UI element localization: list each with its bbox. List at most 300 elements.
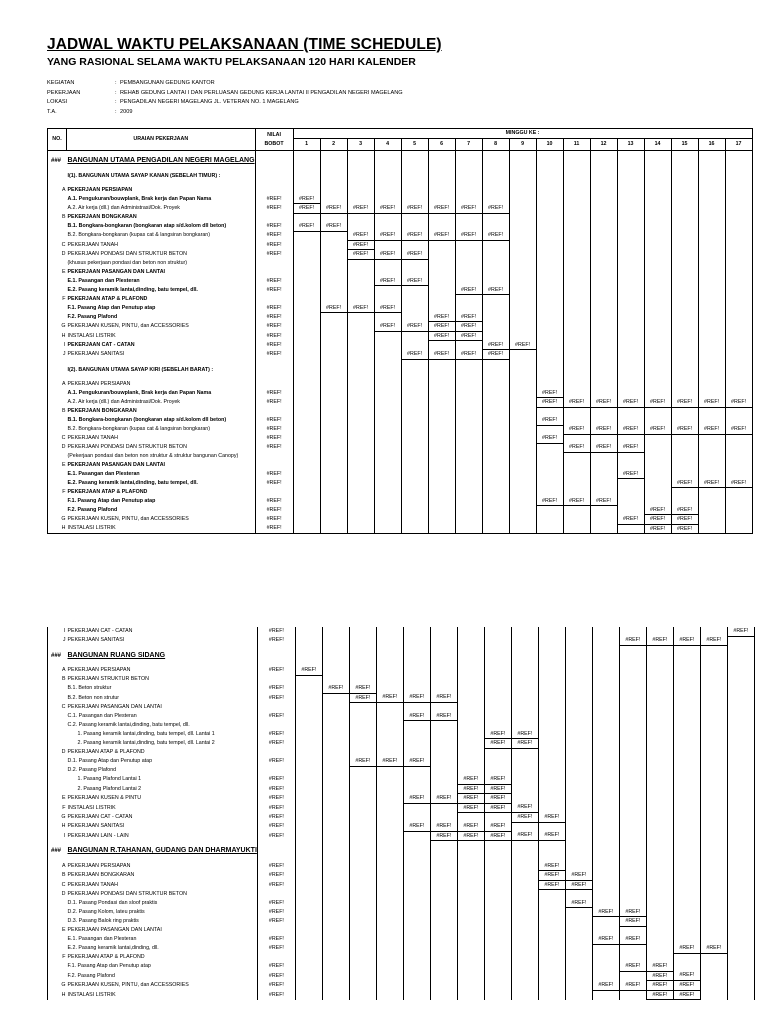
week-cell [617,313,644,322]
week-cell [619,775,646,784]
week-cell [698,443,725,452]
week-cell [455,515,482,525]
week-cell: #REF! [428,313,455,322]
week-cell [673,831,700,841]
week-cell [725,366,752,375]
item-bobot [257,675,295,684]
week-cell [563,470,590,479]
week-cell [644,204,671,214]
week-cell [347,213,374,222]
week-cell [509,479,536,488]
week-cell [700,990,727,1000]
week-cell [536,195,563,204]
week-cell [565,981,592,991]
week-cell [538,684,565,693]
item-bobot: #REF! [257,917,295,927]
item-bobot: #REF! [257,871,295,881]
week-cell [374,350,401,360]
week-cell [590,380,617,389]
week-cell [644,350,671,360]
item-number: D [48,890,67,899]
week-cell [563,479,590,488]
week-cell [320,506,347,515]
item-description: INSTALASI LISTRIK [67,524,256,534]
week-cell [673,953,700,962]
week-cell: #REF! [428,331,455,341]
week-cell [590,186,617,195]
week-cell [455,497,482,506]
week-cell [727,944,754,953]
item-number [48,784,67,794]
week-cell [563,304,590,313]
item-number [48,389,67,398]
week-cell [617,195,644,204]
week-cell [430,813,457,823]
week-cell [482,268,509,277]
week-cell [727,794,754,804]
week-cell [727,803,754,813]
week-cell [430,899,457,908]
item-description: D.2. Pasang Kolom, lateu praktis [67,908,258,917]
week-cell [293,313,320,322]
week-cell [293,488,320,497]
week-cell: #REF! [698,425,725,434]
week-cell [347,398,374,408]
week-cell [457,675,484,684]
week-cell [511,627,538,636]
item-bobot: #REF! [255,341,293,350]
week-cell [320,398,347,408]
week-cell [619,784,646,794]
week-cell [403,684,430,693]
week-cell [671,213,698,222]
table-row [48,425,753,434]
week-cell: #REF! [403,822,430,831]
week-cell [509,213,536,222]
week-cell [590,277,617,286]
page-title: JADWAL WAKTU PELAKSANAAN (TIME SCHEDULE) [47,36,442,53]
week-cell [482,425,509,434]
week-cell [511,962,538,971]
week-cell [295,926,322,935]
item-bobot: #REF! [255,195,293,204]
week-cell [644,172,671,181]
week-cell [428,380,455,389]
week-cell [457,971,484,981]
week-cell [509,389,536,398]
week-cell [536,259,563,268]
week-cell [725,157,752,166]
week-cell [295,627,322,636]
week-cell [509,157,536,166]
week-cell [482,380,509,389]
week-cell [725,407,752,416]
week-cell [725,524,752,534]
week-cell [484,944,511,953]
week-cell [617,416,644,425]
week-cell [698,313,725,322]
week-cell [482,157,509,166]
item-description: INSTALASI LISTRIK [67,990,258,1000]
week-cell [349,908,376,917]
week-cell [619,899,646,908]
week-cell [322,748,349,757]
week-cell: #REF! [428,231,455,240]
week-cell [509,350,536,360]
week-cell [322,636,349,645]
week-cell [320,259,347,268]
week-cell [509,286,536,295]
week-cell: #REF! [563,497,590,506]
week-cell [538,803,565,813]
week-cell: #REF! [619,935,646,944]
week-cell: #REF! [673,990,700,1000]
week-cell [725,416,752,425]
week-cell [646,666,673,675]
week-cell [293,389,320,398]
week-cell [646,871,673,881]
week-cell [374,515,401,525]
week-cell [511,666,538,675]
info-label: PEKERJAAN [47,89,81,96]
item-description: E.1. Pasangan dan Plesteran [67,277,256,286]
week-cell [457,757,484,766]
week-cell [617,259,644,268]
item-description: A.1. Pengukuran/bouwplank, Brak kerja dan Papan Nama [67,389,256,398]
week-cell [482,313,509,322]
week-cell [347,313,374,322]
item-description: PEKERJAAN PONDASI DAN STRUKTUR BETON [67,250,256,260]
week-cell [320,250,347,260]
week-cell [592,880,619,890]
week-cell [320,195,347,204]
item-description: PEKERJAAN PASANGAN DAN LANTAI [67,926,258,935]
week-cell [590,341,617,350]
week-cell [725,350,752,360]
week-cell [617,380,644,389]
week-cell [295,813,322,823]
week-cell [673,721,700,730]
week-cell [725,295,752,304]
column-header-nilai-bobot [255,129,293,151]
week-cell [563,186,590,195]
week-cell [592,739,619,749]
week-cell [538,908,565,917]
week-cell [484,666,511,675]
week-cell: #REF! [374,250,401,260]
week-cell [725,322,752,332]
week-cell [644,341,671,350]
week-cell [725,204,752,214]
item-number: E [48,268,67,277]
week-cell: #REF! [484,784,511,794]
week-cell [592,917,619,927]
week-cell [509,172,536,181]
week-cell [698,286,725,295]
week-cell [293,295,320,304]
week-cell [349,813,376,823]
week-cell [349,636,376,645]
week-number-header: 9 [509,139,536,151]
week-cell [563,506,590,515]
week-cell [700,703,727,712]
week-cell [619,794,646,804]
week-cell [617,213,644,222]
week-cell [376,684,403,693]
week-cell [536,277,563,286]
week-cell [698,497,725,506]
week-cell [671,470,698,479]
week-cell: #REF! [563,443,590,452]
week-cell [725,250,752,260]
week-cell [295,908,322,917]
week-cell [646,684,673,693]
week-cell [293,322,320,332]
week-cell [403,730,430,739]
week-cell [646,803,673,813]
week-cell [484,962,511,971]
week-cell [646,822,673,831]
week-cell [700,775,727,784]
week-cell [293,425,320,434]
item-number: G [48,515,67,525]
week-cell [619,871,646,881]
week-cell [536,322,563,332]
week-cell [673,813,700,823]
week-cell [295,971,322,981]
week-cell [509,407,536,416]
week-cell [349,822,376,831]
week-cell [293,398,320,408]
week-cell [430,803,457,813]
week-cell [538,953,565,962]
week-cell [484,675,511,684]
week-cell [322,908,349,917]
week-cell: #REF! [457,794,484,804]
week-cell [509,331,536,341]
item-bobot: #REF! [257,908,295,917]
week-cell [293,304,320,313]
week-cell [617,268,644,277]
week-cell [428,524,455,534]
week-cell [565,794,592,804]
week-cell [484,990,511,1000]
week-cell [563,231,590,240]
table-row [48,172,753,181]
week-cell [538,666,565,675]
info-value: 2009 [120,108,133,115]
week-cell [482,488,509,497]
week-cell [727,721,754,730]
item-bobot [255,259,293,268]
week-cell [725,313,752,322]
week-cell [592,813,619,823]
week-cell [428,341,455,350]
week-cell [727,831,754,841]
week-cell [671,350,698,360]
week-cell [644,186,671,195]
week-cell: #REF! [592,908,619,917]
week-cell [700,880,727,890]
week-cell [673,803,700,813]
week-cell [565,847,592,856]
table-row [48,926,755,935]
week-cell [455,434,482,443]
week-cell [349,803,376,813]
week-cell [455,389,482,398]
item-bobot: #REF! [255,443,293,452]
week-cell [619,990,646,1000]
week-cell [565,917,592,927]
week-cell [565,944,592,953]
item-bobot [255,461,293,470]
week-cell [320,452,347,461]
week-cell: #REF! [536,389,563,398]
week-cell [565,971,592,981]
week-cell: #REF! [563,425,590,434]
week-cell: #REF! [374,277,401,286]
week-cell [455,461,482,470]
week-cell [536,250,563,260]
week-cell: #REF! [590,425,617,434]
week-cell [322,757,349,766]
week-cell [430,847,457,856]
week-cell [374,497,401,506]
item-number [48,195,67,204]
week-cell [320,295,347,304]
week-cell [511,944,538,953]
week-cell [536,341,563,350]
week-cell [619,693,646,703]
week-cell [457,962,484,971]
week-cell [482,240,509,250]
week-cell [617,461,644,470]
week-cell [322,739,349,749]
week-cell [401,389,428,398]
week-cell [563,313,590,322]
week-cell [725,452,752,461]
week-cell: #REF! [538,871,565,881]
week-cell [590,213,617,222]
week-cell [430,917,457,927]
item-number: D [48,748,67,757]
item-bobot: #REF! [257,712,295,721]
week-cell [295,899,322,908]
week-cell [590,470,617,479]
week-cell [538,757,565,766]
week-cell [538,675,565,684]
week-cell: #REF! [565,880,592,890]
item-number: C [48,434,67,443]
week-cell [509,434,536,443]
week-cell [619,766,646,775]
week-cell [349,721,376,730]
item-bobot: #REF! [255,222,293,231]
item-description: 1. Pasang Plafond Lantai 1 [67,775,258,784]
item-bobot: #REF! [255,479,293,488]
item-number [48,313,67,322]
week-cell [509,186,536,195]
table-row [48,452,753,461]
item-description: B.2. Bongkara-bongkaran (kupas cat & langsiran bongkaran) [67,231,256,240]
week-cell [590,313,617,322]
week-cell [536,240,563,250]
week-cell: #REF! [619,636,646,645]
week-cell [538,917,565,927]
week-cell [457,899,484,908]
week-cell [698,416,725,425]
week-cell [374,295,401,304]
item-description: C.2. Pasang keramik lantai,dinding, batu tempel, dll. [67,721,258,730]
week-cell [455,380,482,389]
week-cell [403,880,430,890]
week-cell: #REF! [671,425,698,434]
week-cell [725,277,752,286]
item-description: PEKERJAAN KUSEN, PINTU, dan ACCESSORIES [67,515,256,525]
week-cell [565,652,592,661]
week-cell: #REF! [644,398,671,408]
week-cell [349,703,376,712]
item-bobot [255,366,293,375]
table-row [48,222,753,231]
week-cell [619,890,646,899]
table-row [48,775,755,784]
week-cell [619,666,646,675]
week-cell [617,366,644,375]
week-cell [401,407,428,416]
week-cell [347,416,374,425]
week-cell [347,341,374,350]
item-number: C [48,703,67,712]
week-cell [401,488,428,497]
week-cell [403,926,430,935]
week-cell [322,730,349,739]
week-cell [322,917,349,927]
week-cell [403,871,430,881]
week-cell [482,524,509,534]
week-cell [592,712,619,721]
week-cell [293,479,320,488]
week-cell [403,862,430,871]
week-cell [644,304,671,313]
week-cell [700,766,727,775]
week-cell [455,259,482,268]
week-cell [673,766,700,775]
week-cell [455,250,482,260]
week-cell [403,908,430,917]
week-cell [617,506,644,515]
week-cell [511,847,538,856]
week-cell [700,813,727,823]
week-cell [401,452,428,461]
week-cell [482,259,509,268]
week-cell [536,506,563,515]
week-cell [671,277,698,286]
week-cell [644,250,671,260]
week-cell [293,416,320,425]
week-cell [401,380,428,389]
week-cell [295,703,322,712]
week-cell [403,917,430,927]
week-cell [293,506,320,515]
week-cell [538,784,565,794]
item-bobot: #REF! [257,784,295,794]
week-cell [725,380,752,389]
week-cell [538,822,565,831]
week-cell [509,398,536,408]
table-row [48,195,753,204]
table-row [48,748,755,757]
